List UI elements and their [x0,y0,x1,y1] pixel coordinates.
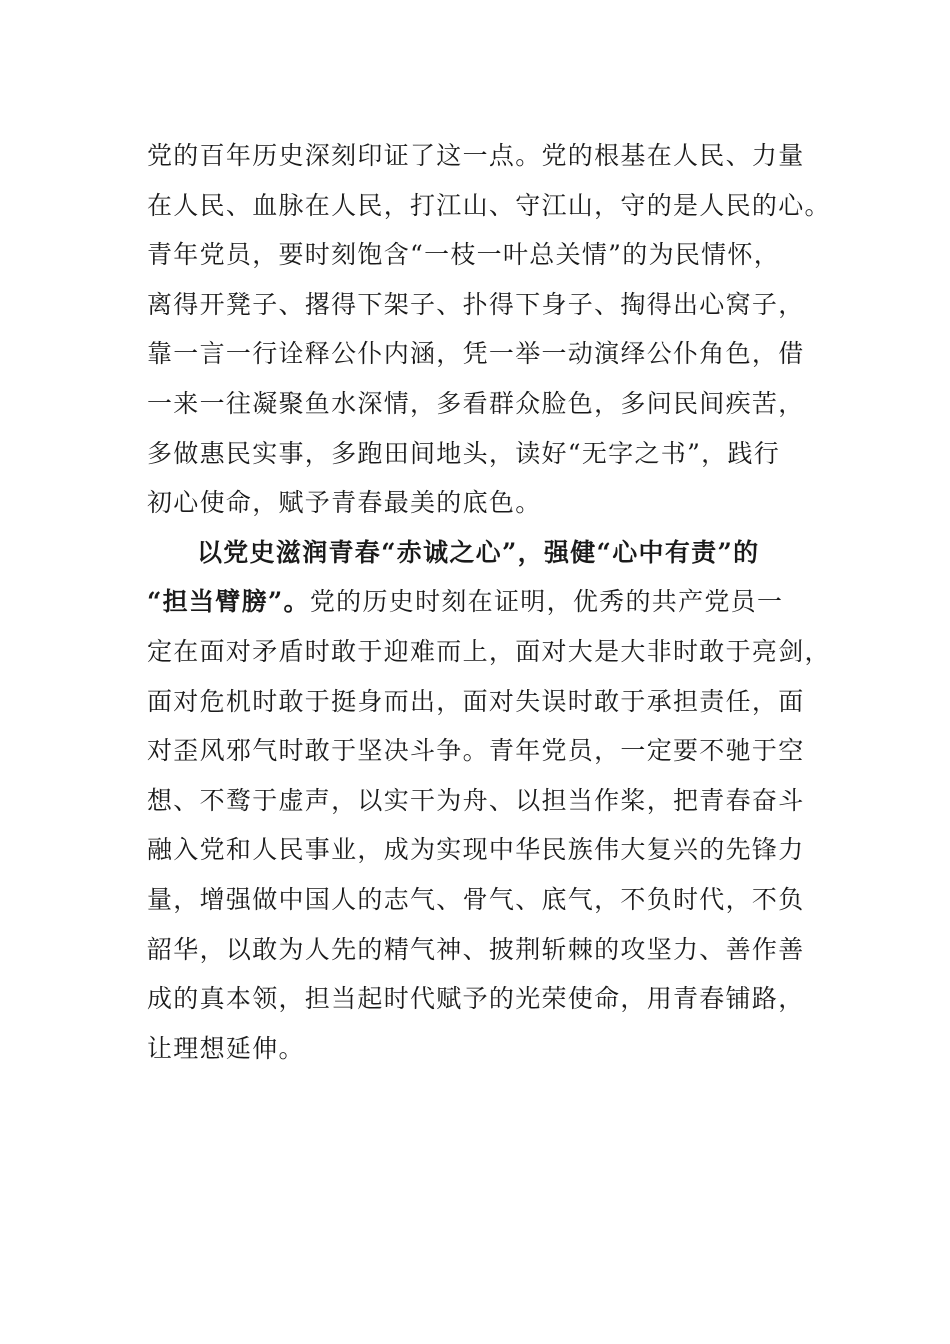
text-line [147,478,807,528]
text-segment: 党的百年历史深刻印证了这一点。党的根基在人民、力量 [147,141,805,170]
text-line [147,329,807,379]
text-segment: 靠一言一行诠释公仆内涵，凭一举一动演绎公仆角色，借 [147,339,805,369]
text-line [147,1024,807,1074]
text-line [147,726,807,776]
text-line [147,627,831,677]
text-line [147,974,807,1024]
text-line [147,230,807,280]
text-line [147,776,807,826]
text-segment: 党的历史时刻在证明，优秀的共产党员一 [309,587,784,617]
text-line [147,875,807,925]
text-segment: 多做惠民实事，多跑田间地头，读好“无字之书”，践行 [147,438,781,468]
text-segment: 一来一往凝聚鱼水深情，多看群众脸色，多问民间疾苦， [147,388,805,418]
text-line [147,925,807,975]
text-segment: 成的真本领，担当起时代赋予的光荣使命，用青春铺路， [147,984,805,1014]
bold-heading-segment: “担当臂膀”。 [147,587,310,617]
paragraph-heading-line [147,528,807,578]
text-segment: 对歪风邪气时敢于坚决斗争。青年党员，一定要不驰于空 [147,736,805,766]
text-line [147,429,807,479]
text-line [147,181,831,231]
text-line [147,379,807,429]
text-line [147,825,807,875]
text-segment: 在人民、血脉在人民，打江山、守江山，守的是人民的心。 [147,190,831,220]
text-segment: 量，增强做中国人的志气、骨气、底气，不负时代，不负 [147,884,805,914]
text-segment: 韶华，以敢为人先的精气神、披荆斩棘的攻坚力、善作善 [147,934,805,964]
text-line [147,280,807,330]
text-segment: 青年党员，要时刻饱含“一枝一叶总关情”的为民情怀， [147,240,781,270]
text-segment: 离得开凳子、撂得下架子、扑得下身子、掏得出心窝子， [147,289,805,319]
text-segment: 初心使命，赋予青春最美的底色。 [147,488,542,518]
text-segment: 想、不鹜于虚声，以实干为舟、以担当作桨，把青春奋斗 [147,785,805,815]
text-segment: 融入党和人民事业，成为实现中华民族伟大复兴的先锋力 [147,835,805,865]
text-line [147,677,807,727]
text-segment: 定在面对矛盾时敢于迎难而上，面对大是大非时敢于亮剑， [147,636,831,666]
text-line [147,577,807,627]
text-segment: 让理想延伸。 [147,1033,305,1063]
text-line [147,131,807,181]
body-text [147,131,831,1073]
bold-heading-segment: 以党史滋润青春“赤诚之心”，强健“心中有责”的 [197,537,760,567]
text-segment: 面对危机时敢于挺身而出，面对失误时敢于承担责任，面 [147,686,805,716]
